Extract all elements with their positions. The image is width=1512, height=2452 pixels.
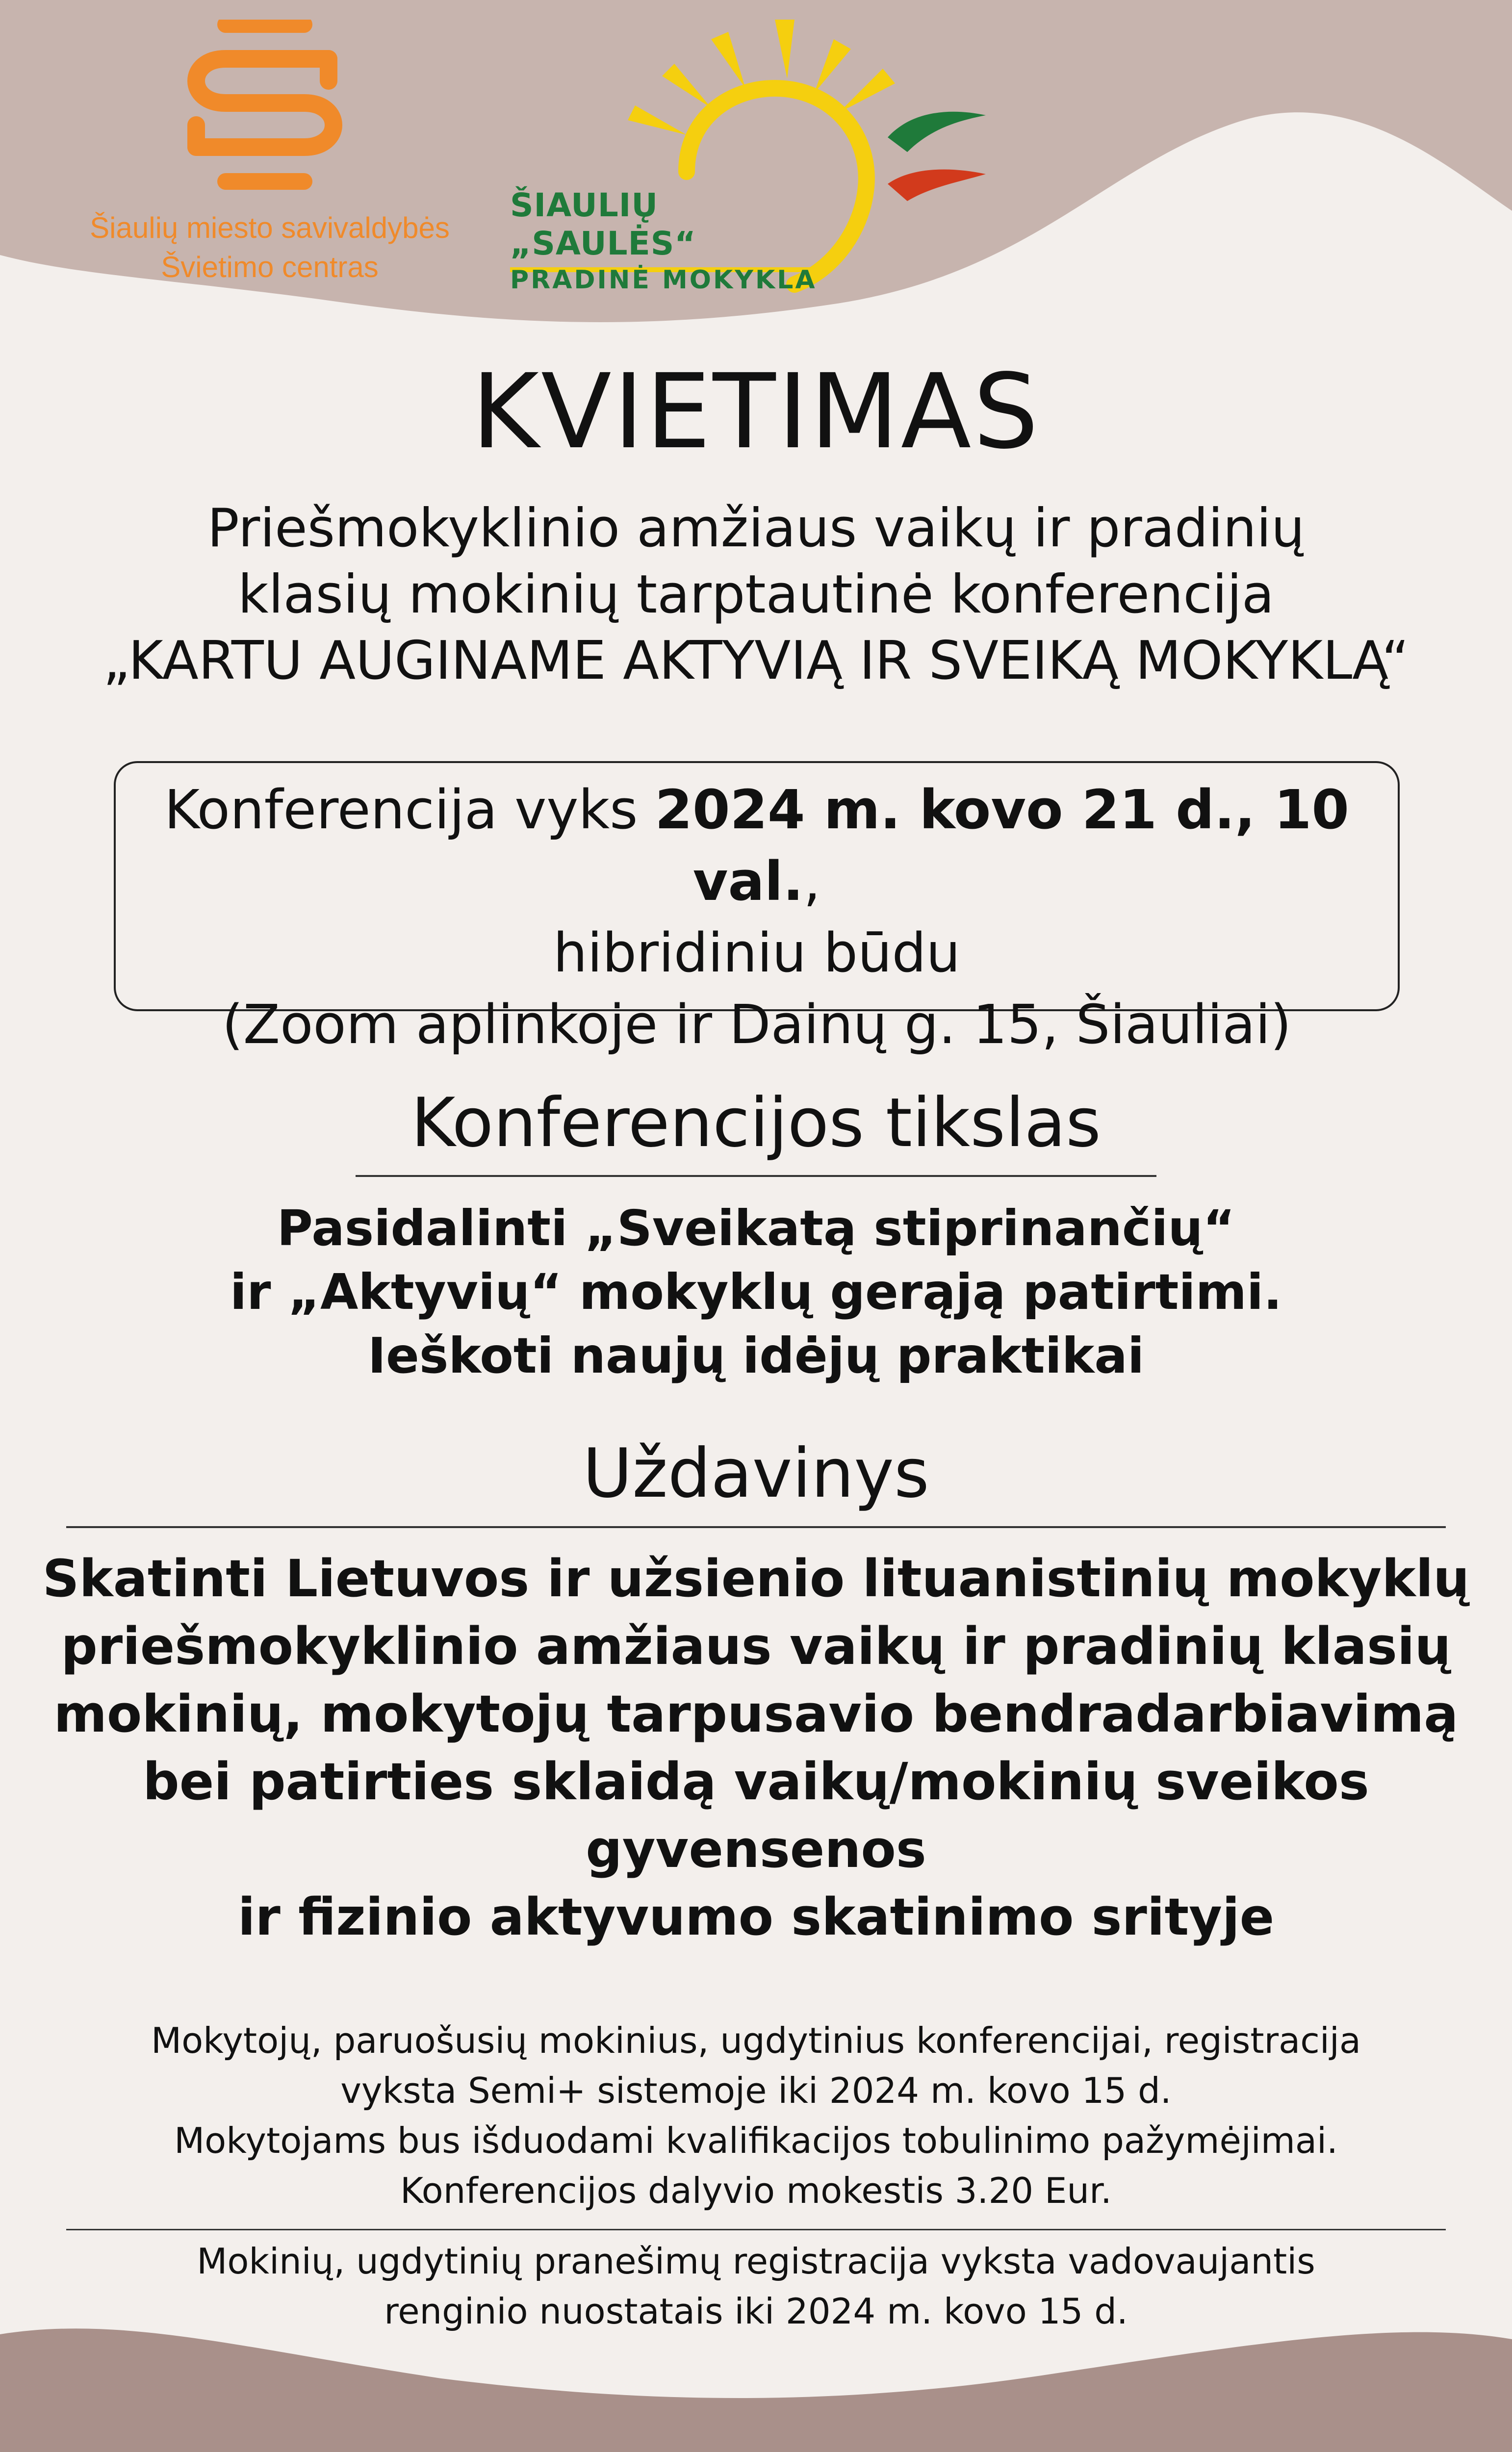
goal-title: Konferencijos tikslas — [411, 1083, 1101, 1162]
info-prefix: Konferencija vyks — [164, 778, 655, 841]
bottom-band — [0, 2328, 1512, 2452]
subtitle-line-3: „KARTU AUGINAME AKTYVIĄ IR SVEIKĄ MOKYKLĄ“ — [103, 630, 1409, 691]
svietimo-centras-logo-text — [59, 208, 481, 287]
logo-left-line2: Švietimo centras — [161, 251, 379, 283]
registration-notes — [0, 2016, 1512, 2216]
notes-line-2: vyksta Semi+ sistemoje iki 2024 m. kovo 15 d. — [340, 2070, 1172, 2111]
task-line-4: bei patirties sklaidą vaikų/mokinių sveikos gyvensenos — [143, 1752, 1369, 1879]
info-line-3: (Zoom aplinkoje ir Dainų g. 15, Šiauliai) — [222, 993, 1292, 1056]
svietimo-centras-logo — [59, 20, 481, 294]
conference-subtitle — [0, 495, 1512, 694]
logo-left-line1: Šiaulių miesto savivaldybės — [90, 211, 450, 244]
subtitle-line-2: klasių mokinių tarptautinė konferencija — [237, 564, 1275, 625]
logo-right-line1: ŠIAULIŲ „SAULĖS“ — [510, 186, 696, 262]
subtitle-line-1: Priešmokyklinio amžiaus vaikų ir pradinių — [207, 498, 1305, 559]
task-divider — [66, 1526, 1446, 1528]
goal-divider — [356, 1175, 1156, 1177]
notes-line-5: Mokinių, ugdytinių pranešimų registracija vyksta vadovaujantis — [197, 2241, 1315, 2282]
task-line-3: mokinių, mokytojų tarpusavio bendradarbiavimą — [53, 1684, 1459, 1744]
info-line-2: hibridiniu būdu — [553, 921, 961, 984]
saules-mokykla-logo-text — [510, 186, 853, 297]
orange-s-emblem-icon — [167, 20, 363, 196]
info-date: 2024 m. kovo 21 d., 10 val. — [655, 778, 1349, 913]
notes-line-1: Mokytojų, paruošusių mokinius, ugdytinius konferencijai, registracija — [151, 2020, 1361, 2061]
task-text — [0, 1545, 1512, 1951]
task-title: Uždavinys — [583, 1434, 929, 1513]
goal-line-3: Ieškoti naujų idėjų praktikai — [367, 1327, 1145, 1384]
notes-line-3: Mokytojams bus išduodami kvalifikacijos tobulinimo pažymėjimai. — [174, 2120, 1338, 2161]
notes-divider — [66, 2229, 1446, 2230]
saules-mokykla-logo — [500, 10, 1000, 294]
info-suffix: , — [803, 850, 821, 913]
goal-line-1: Pasidalinti „Sveikatą stiprinančių“ — [277, 1200, 1235, 1257]
task-line-2: priešmokyklinio amžiaus vaikų ir pradinių klasių — [61, 1616, 1451, 1676]
goal-text — [0, 1197, 1512, 1388]
notes-line-4: Konferencijos dalyvio mokestis 3.20 Eur. — [400, 2170, 1112, 2211]
student-registration-notes — [0, 2236, 1512, 2336]
page-title: KVIETIMAS — [471, 352, 1041, 472]
goal-line-2: ir „Aktyvių“ mokyklų gerąją patirtimi. — [230, 1263, 1282, 1321]
notes-line-6: renginio nuostatais iki 2024 m. kovo 15 d. — [384, 2291, 1128, 2332]
task-line-1: Skatinti Lietuvos ir užsienio lituanistinių mokyklų — [42, 1549, 1470, 1609]
info-line-1 — [116, 774, 1398, 917]
conference-info-box — [114, 761, 1400, 1056]
task-line-5: ir fizinio aktyvumo skatinimo srityje — [237, 1887, 1275, 1947]
logo-right-line2: PRADINĖ MOKYKLA — [510, 265, 817, 295]
